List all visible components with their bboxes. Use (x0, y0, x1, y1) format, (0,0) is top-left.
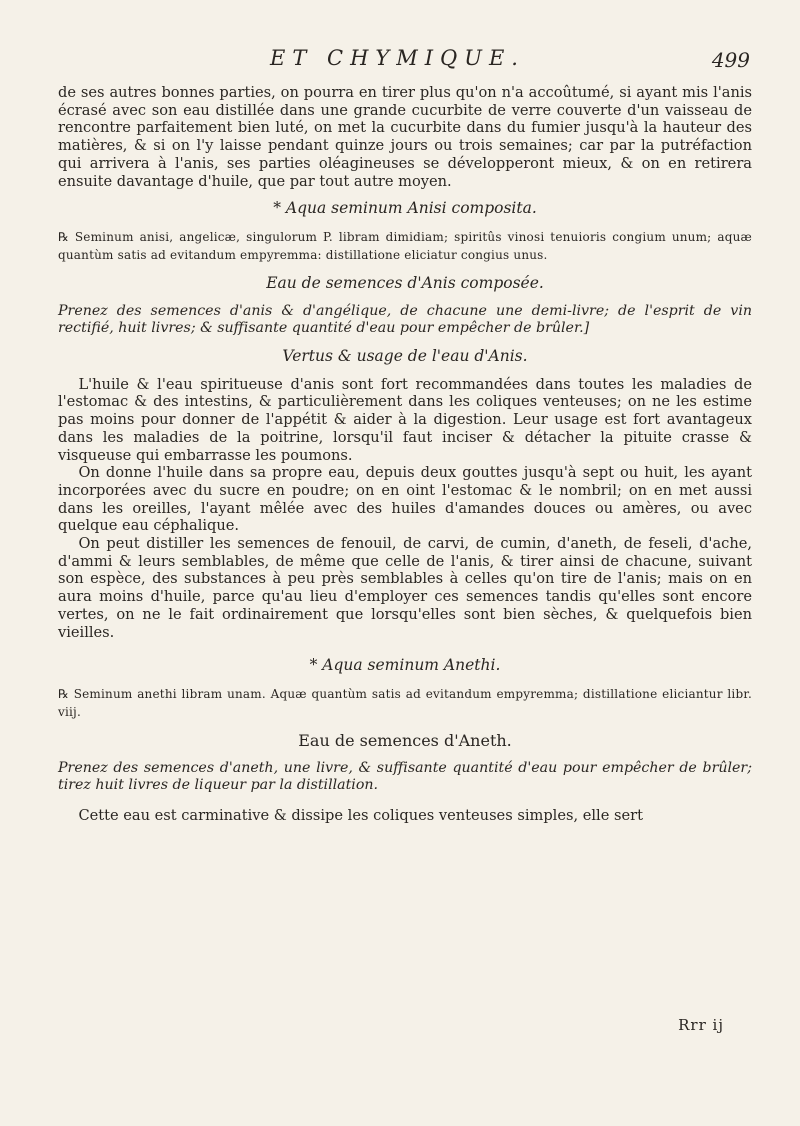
paragraph-dosage: On donne l'huile dans sa propre eau, depuis deux gouttes jusqu'à sept ou huit, les ayant incorporées avec du sucre en poudre; on en oint l'estomac & le nombril; on en met aussi dans les oreilles, l'ayant mêlée avec des huiles d'amandes douces ou amères, ou avec quelque eau céphalique. (58, 464, 752, 535)
french-recipe-aneth: Prenez des semences d'aneth, une livre, & suffisante quantité d'eau pour empêcher de brûler; tirez huit livres de liqueur par la distillation. (58, 759, 752, 794)
paragraph-vertus: L'huile & l'eau spiritueuse d'anis sont fort recommandées dans toutes les maladies de l'estomac & des intestins, & particulièrement dans les coliques venteuses; on ne les estime pas moins pour donner de l'appétit & aider à la digestion. Leur usage est fort avantageux dans les maladies de la poitrine, lorsqu'il faut inciser & détacher la pituite crasse & visqueuse qui embarrasse les poumons. (58, 375, 752, 464)
signature-mark: Rrr ij (678, 1016, 724, 1034)
latin-recipe-anisi: ℞ Seminum anisi, angelicæ, singulorum P. libram dimidiam; spiritûs vinosi tenuioris congium unum; aquæ quantùm satis ad evitandum empyremma: distillatione eliciatur congius unus. (58, 229, 752, 263)
page-number: 499 (711, 48, 750, 72)
french-recipe-anis: Prenez des semences d'anis & d'angélique, de chacune une demi-livre; de l'esprit de vin rectifié, huit livres; & suffisante quantité d'eau pour empêcher de brûler.] (58, 302, 752, 337)
paragraph-carminative: Cette eau est carminative & dissipe les coliques venteuses simples, elle sert (78, 807, 643, 825)
section-title-aqua-anisi: * Aqua seminum Anisi composita. (273, 199, 537, 218)
paragraph-other-seeds: On peut distiller les semences de fenouil, de carvi, de cumin, d'aneth, de feseli, d'ache, d'ammi & leurs semblables, de même que celle de l'anis, & tirer ainsi de chacune, suivant son espèce, des substances à peu près semblables à celles qu'on tire de l'anis; mais on en aura moins d'huile, parce qu'au lieu d'employer ces semences tandis qu'elles sont encore vertes, on ne le fait ordinairement que lorsqu'elles sont bien sèches, & quelquefois bien vieilles. (58, 535, 752, 641)
section-title-eau-aneth: Eau de semences d'Aneth. (298, 730, 512, 750)
paragraph-1: de ses autres bonnes parties, on pourra en tirer plus qu'on n'a accoûtumé, si ayant mis l'anis écrasé avec son eau distillée dans une grande cucurbite de verre couverte d'un vaisseau de rencontre parfaitement bien luté, on met la cucurbite dans du fumier jusqu'à la hauteur des matières, & si on l'y laisse pendant quinze jours ou trois semaines; car par la putréfaction qui arrivera à l'anis, ses parties oléagineuses se développeront mieux, & on en retirera ensuite davantage d'huile, que par tout autre moyen. (58, 84, 752, 190)
section-title-aqua-anethi: * Aqua seminum Anethi. (309, 656, 501, 675)
page-body (58, 84, 752, 825)
latin-recipe-anethi: ℞ Seminum anethi libram unam. Aquæ quantùm satis ad evitandum empyremma; distillatione eliciantur libr. viij. (58, 686, 752, 720)
page-header (60, 46, 750, 80)
section-title-vertus: Vertus & usage de l'eau d'Anis. (282, 347, 528, 366)
section-title-eau-anis: Eau de semences d'Anis composée. (266, 273, 544, 292)
running-head: ET CHYMIQUE. (270, 46, 525, 70)
